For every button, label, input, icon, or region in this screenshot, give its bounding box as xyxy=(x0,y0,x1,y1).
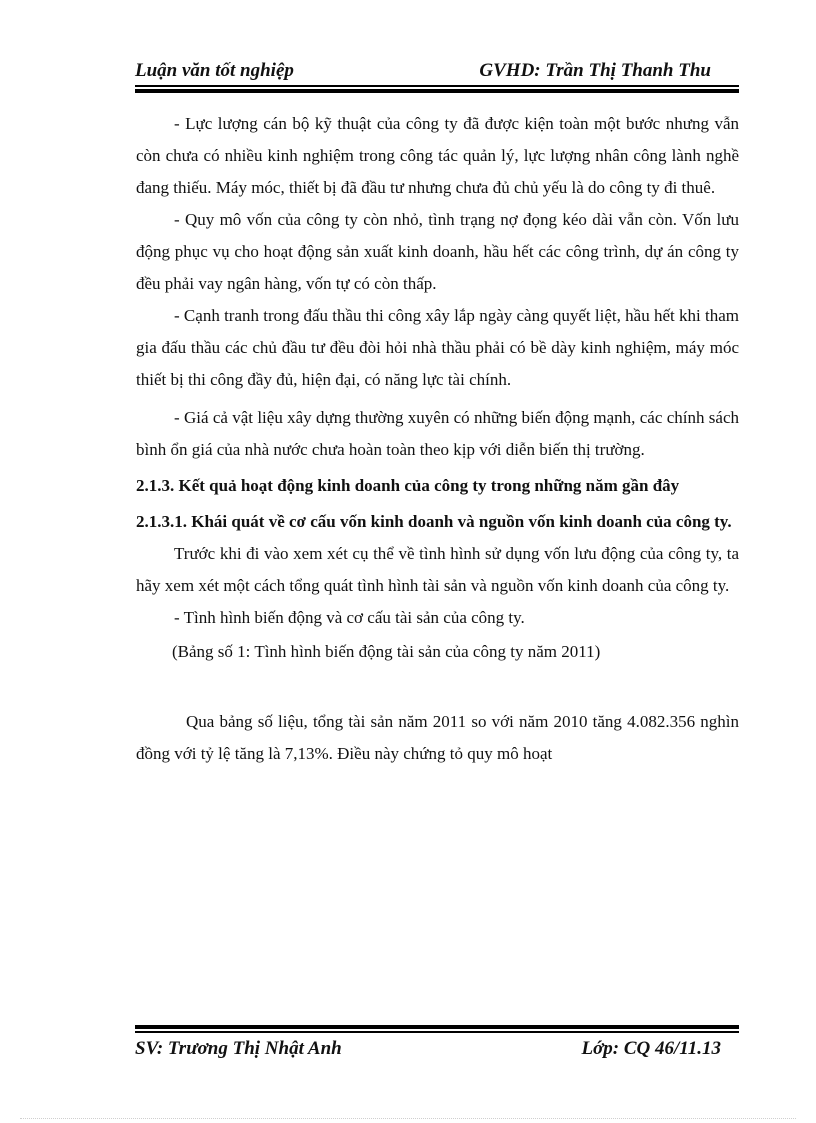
header-rule-thick xyxy=(135,89,739,93)
section-heading-2-1-3-1: 2.1.3.1. Khái quát về cơ cấu vốn kinh doanh và nguồn vốn kinh doanh của công ty. xyxy=(136,512,732,531)
section-heading-2-1-3: 2.1.3. Kết quả hoạt động kinh doanh của công ty trong những năm gần đây xyxy=(136,476,680,495)
footer-rule-thin xyxy=(135,1031,739,1033)
header-advisor: GVHD: Trần Thị Thanh Thu xyxy=(479,60,711,81)
footer-student-name: SV: Trương Thị Nhật Anh xyxy=(135,1038,342,1059)
footer-rule-thick xyxy=(135,1025,739,1029)
page-edge-dotted-line xyxy=(20,1118,796,1119)
paragraph-technical-staff: - Lực lượng cán bộ kỹ thuật của công ty đã được kiện toàn một bước nhưng vẫn còn chưa có nhiều kinh nghiệm trong công tác quản lý, lực lượng nhân công lành nghề đang thiếu. Máy móc, thiết bị đã đầu tư nhưng chưa đủ chủ yếu là do công ty đi thuê. xyxy=(136,114,739,197)
paragraph-material-prices: - Giá cả vật liệu xây dựng thường xuyên có những biến động mạnh, các chính sách bình ổn giá của nhà nước chưa hoàn toàn theo kịp với diễn biến thị trường. xyxy=(136,408,739,459)
footer-class-code: Lớp: CQ 46/11.13 xyxy=(581,1038,721,1059)
paragraph-overview-intro: Trước khi đi vào xem xét cụ thể về tình hình sử dụng vốn lưu động của công ty, ta hãy xem xét một cách tổng quát tình hình tài sản và nguồn vốn kinh doanh của công ty. xyxy=(136,544,739,595)
paragraph-table-analysis: Qua bảng số liệu, tổng tài sản năm 2011 so với năm 2010 tăng 4.082.356 nghìn đồng với tỷ lệ tăng là 7,13%. Điều này chứng tỏ quy mô hoạt xyxy=(136,712,739,763)
page-header xyxy=(135,56,739,86)
header-rule-thin xyxy=(135,85,739,87)
header-thesis-title: Luận văn tốt nghiệp xyxy=(135,60,294,81)
table-caption: (Bảng số 1: Tình hình biến động tài sản của công ty năm 2011) xyxy=(172,642,601,661)
paragraph-capital-scale: - Quy mô vốn của công ty còn nhỏ, tình trạng nợ đọng kéo dài vẫn còn. Vốn lưu động phục vụ cho hoạt động sản xuất kinh doanh, hầu hết các công trình, dự án công ty đều phải vay ngân hàng, vốn tự có còn thấp. xyxy=(136,210,739,293)
paragraph-competition: - Cạnh tranh trong đấu thầu thi công xây lắp ngày càng quyết liệt, hầu hết khi tham gia đấu thầu các chủ đầu tư đều đòi hỏi nhà thầu phải có bề dày kinh nghiệm, máy móc thiết bị thi công đầy đủ, hiện đại, có năng lực tài chính. xyxy=(136,306,739,389)
page-body xyxy=(136,108,739,770)
paragraph-asset-structure: - Tình hình biến động và cơ cấu tài sản của công ty. xyxy=(174,608,525,627)
page-footer xyxy=(135,1036,739,1064)
